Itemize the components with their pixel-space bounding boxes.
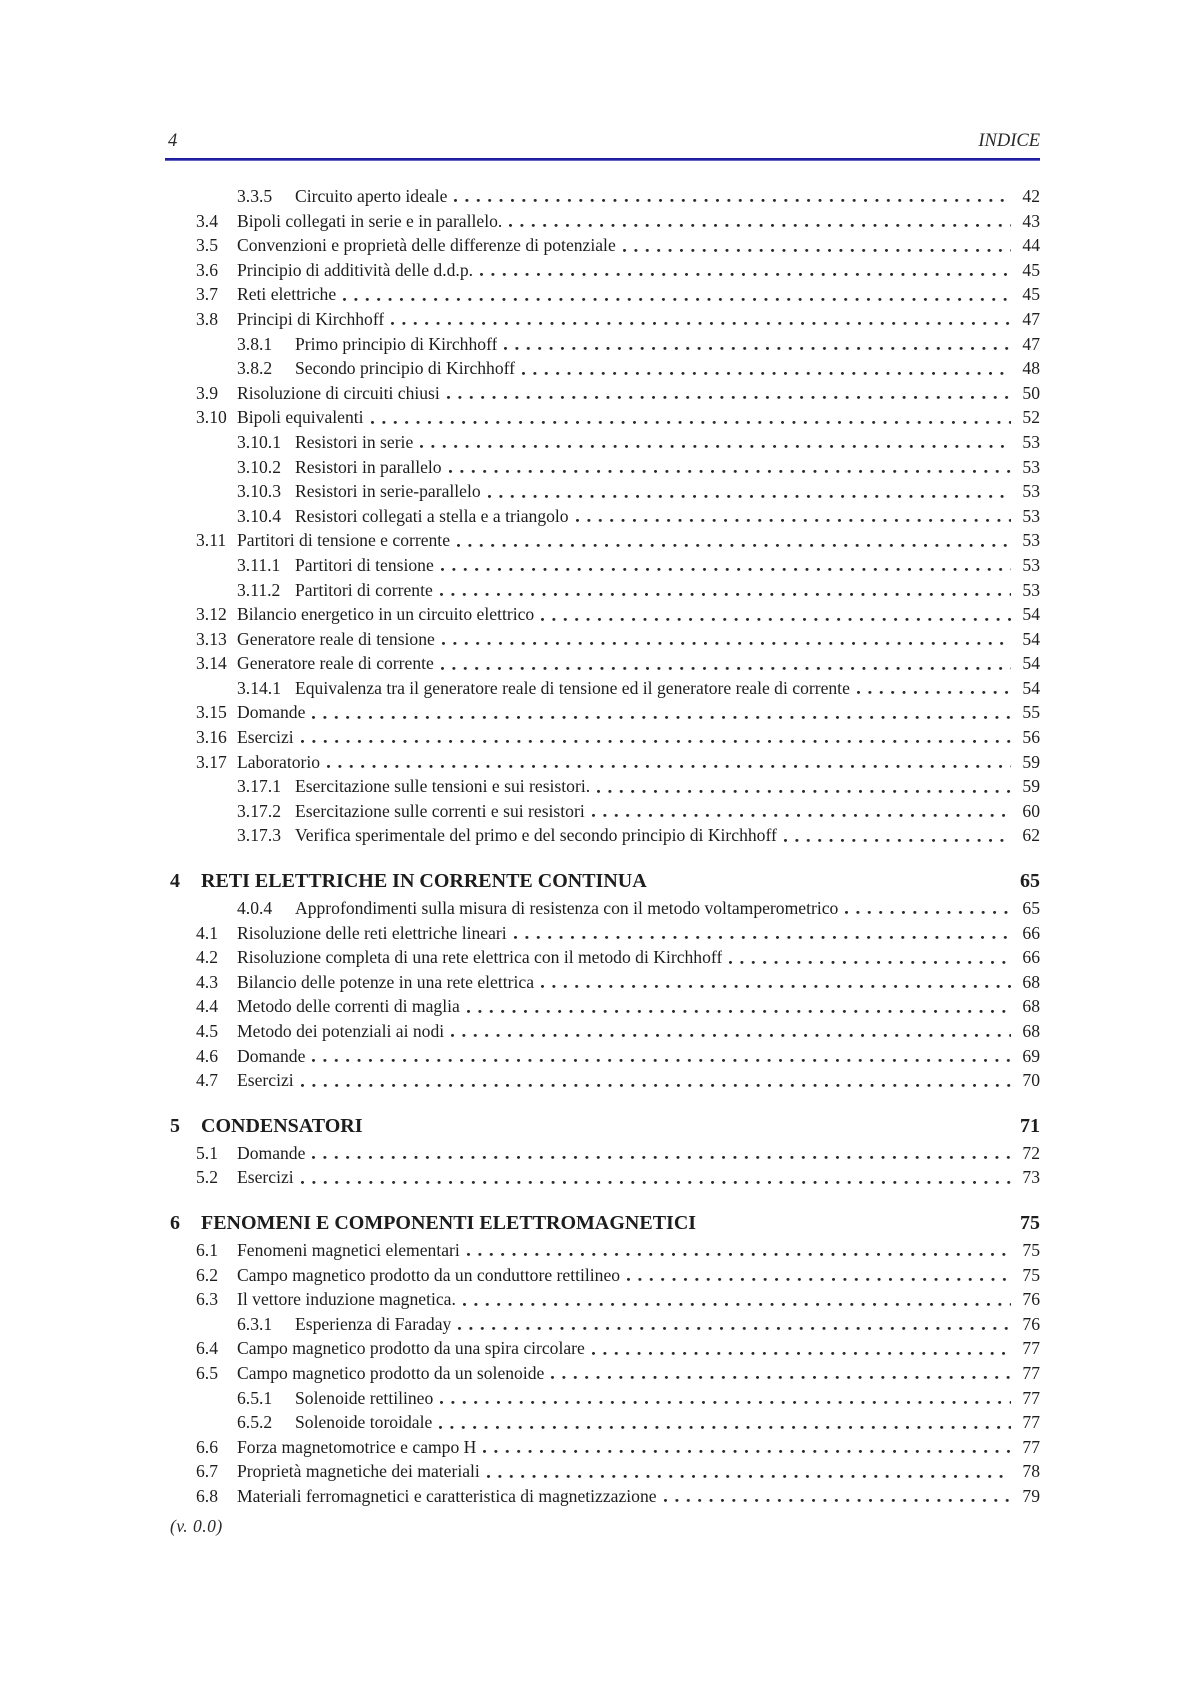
toc-entry[interactable]: [170, 750, 1040, 775]
entry-title: RETI ELETTRICHE IN CORRENTE CONTINUA: [201, 870, 647, 893]
dot-leader: [312, 1044, 1011, 1069]
entry-number: 3.9: [196, 382, 218, 403]
entry-number: 6.7: [196, 1461, 218, 1482]
dot-leader: [703, 1208, 1011, 1238]
dot-leader: [312, 700, 1011, 725]
entry-page: 54: [1022, 628, 1040, 649]
entry-page: 48: [1022, 358, 1040, 379]
entry-page: 47: [1022, 333, 1040, 354]
entry-number: 4.6: [196, 1045, 218, 1066]
entry-page: 75: [1020, 1211, 1040, 1234]
entry-title: Domande: [237, 702, 306, 723]
entry-page: 53: [1022, 431, 1040, 452]
entry-number: 3.16: [196, 727, 227, 748]
toc-entry[interactable]: [170, 651, 1040, 676]
toc-entry[interactable]: [170, 332, 1040, 357]
entry-title: Bilancio delle potenze in una rete elettrica: [237, 971, 534, 992]
toc-entry[interactable]: [170, 381, 1040, 406]
entry-number: 3.10: [196, 407, 227, 428]
toc-entry[interactable]: [170, 896, 1040, 921]
entry-title: CONDENSATORI: [201, 1114, 363, 1137]
entry-title: Partitori di tensione e corrente: [237, 530, 451, 551]
entry-title: Risoluzione delle reti elettriche lineari: [237, 922, 507, 943]
entry-page: 79: [1022, 1485, 1040, 1506]
entry-page: 69: [1022, 1045, 1040, 1066]
entry-page: 62: [1022, 825, 1040, 846]
entry-page: 75: [1022, 1264, 1040, 1285]
entry-title: Primo principio di Kirchhoff: [295, 333, 498, 354]
entry-number: 3.7: [196, 284, 218, 305]
entry-page: 68: [1022, 996, 1040, 1017]
entry-title: Risoluzione completa di una rete elettrica con il metodo di Kirchhoff: [237, 947, 723, 968]
entry-number: 6.5: [196, 1362, 218, 1383]
toc-entry[interactable]: [170, 405, 1040, 430]
dot-leader: [467, 1238, 1011, 1263]
dot-leader: [440, 1386, 1011, 1411]
toc-entry[interactable]: [170, 1111, 1040, 1141]
entry-number: 6.6: [196, 1436, 218, 1457]
entry-page: 53: [1022, 505, 1040, 526]
entry-title: Generatore reale di tensione: [237, 628, 435, 649]
entry-title: Resistori in parallelo: [295, 456, 442, 477]
dot-leader: [370, 1111, 1011, 1141]
dot-leader: [509, 209, 1011, 234]
entry-number: 3.10.1: [237, 431, 281, 452]
entry-number: 3.6: [196, 259, 218, 280]
entry-number: 4.4: [196, 996, 218, 1017]
entry-title: Verifica sperimentale del primo e del secondo principio di Kirchhoff: [295, 825, 777, 846]
toc-entry[interactable]: [170, 627, 1040, 652]
entry-title: Resistori in serie-parallelo: [295, 481, 481, 502]
entry-number: 6.3.1: [237, 1313, 273, 1334]
dot-leader: [487, 1459, 1011, 1484]
toc-entry[interactable]: [170, 700, 1040, 725]
header-rule: [165, 158, 1040, 161]
dot-leader: [343, 282, 1011, 307]
entry-title: Domande: [237, 1045, 306, 1066]
entry-page: 45: [1022, 259, 1040, 280]
dot-leader: [488, 479, 1011, 504]
dot-leader: [522, 356, 1011, 381]
entry-title: Domande: [237, 1142, 306, 1163]
entry-title: Esperienza di Faraday: [295, 1313, 452, 1334]
entry-number: 3.4: [196, 210, 218, 231]
entry-title: Esercitazione sulle correnti e sui resistori: [295, 800, 585, 821]
toc-entry[interactable]: [170, 1165, 1040, 1190]
header-running-title: INDICE: [978, 131, 1040, 151]
entry-number: 3.11.2: [237, 579, 281, 600]
dot-leader: [654, 866, 1011, 896]
entry-number: 3.14: [196, 653, 227, 674]
toc-entry[interactable]: [170, 994, 1040, 1019]
entry-title: Metodo dei potenziali ai nodi: [237, 1021, 445, 1041]
toc-entry[interactable]: [170, 455, 1040, 480]
entry-number: 4.5: [196, 1021, 218, 1041]
toc-entry[interactable]: [170, 945, 1040, 970]
entry-title: Resistori in serie: [295, 431, 414, 452]
entry-number: 3.3.5: [237, 186, 273, 206]
entry-page: 77: [1022, 1362, 1040, 1383]
toc-entry[interactable]: [170, 1141, 1040, 1166]
entry-title: Esercitazione sulle tensioni e sui resistori.: [295, 776, 591, 797]
entry-number: 3.8.1: [237, 333, 273, 354]
footer-version: (v. 0.0): [170, 1516, 223, 1536]
entry-number: 3.10.3: [237, 481, 281, 502]
dot-leader: [845, 896, 1011, 921]
dot-leader: [420, 430, 1011, 455]
dot-leader: [592, 799, 1011, 824]
entry-page: 66: [1022, 922, 1040, 943]
entry-number: 6.5.2: [237, 1412, 273, 1433]
dot-leader: [480, 258, 1011, 283]
entry-title: FENOMENI E COMPONENTI ELETTROMAGNETICI: [201, 1211, 697, 1234]
dot-leader: [463, 1287, 1011, 1312]
entry-number: 3.11.1: [237, 554, 281, 575]
entry-number: 3.17: [196, 751, 227, 772]
entry-title: Principi di Kirchhoff: [237, 308, 385, 329]
entry-number: 3.10.2: [237, 456, 281, 477]
entry-title: Bipoli collegati in serie e in parallelo.: [237, 210, 503, 231]
entry-number: 3.5: [196, 235, 218, 256]
entry-number: 3.13: [196, 628, 227, 649]
dot-leader: [439, 1410, 1011, 1435]
toc-entry[interactable]: [170, 799, 1040, 824]
entry-number: 5.1: [196, 1142, 218, 1163]
dot-leader: [551, 1361, 1011, 1386]
toc-entry[interactable]: [170, 504, 1040, 529]
entry-number: 6.2: [196, 1264, 218, 1285]
toc-entry[interactable]: [170, 1336, 1040, 1361]
dot-leader: [483, 1435, 1011, 1460]
entry-page: 53: [1022, 481, 1040, 502]
entry-page: 68: [1022, 971, 1040, 992]
toc-entry[interactable]: [170, 233, 1040, 258]
toc-entry[interactable]: [170, 921, 1040, 946]
entry-number: 6.5.1: [237, 1387, 273, 1408]
entry-page: 72: [1022, 1142, 1040, 1163]
toc-entry[interactable]: [170, 1386, 1040, 1411]
toc-entry[interactable]: [170, 1287, 1040, 1312]
entry-page: 59: [1022, 751, 1040, 772]
entry-title: Esercizi: [237, 1070, 294, 1091]
dot-leader: [371, 405, 1011, 430]
entry-number: 3.17.1: [237, 776, 281, 797]
entry-page: 71: [1020, 1114, 1040, 1137]
entry-title: Partitori di tensione: [295, 554, 434, 575]
toc-entry[interactable]: [170, 866, 1040, 896]
entry-number: 3.8: [196, 308, 218, 329]
dot-leader: [440, 578, 1011, 603]
toc-entry[interactable]: [170, 528, 1040, 553]
toc-entry[interactable]: [170, 1238, 1040, 1263]
entry-page: 59: [1022, 776, 1040, 797]
dot-leader: [729, 945, 1011, 970]
entry-title: Convenzioni e proprietà delle differenze di potenziale: [237, 235, 616, 256]
entry-page: 54: [1022, 677, 1040, 698]
entry-page: 54: [1022, 604, 1040, 625]
entry-title: Laboratorio: [237, 751, 321, 772]
entry-number: 3.11: [196, 530, 227, 551]
entry-page: 55: [1022, 702, 1040, 723]
entry-page: 77: [1022, 1387, 1040, 1408]
toc-entry[interactable]: [170, 258, 1040, 283]
entry-number: 6: [170, 1211, 180, 1234]
entry-page: 76: [1022, 1289, 1040, 1310]
toc-entry[interactable]: [170, 553, 1040, 578]
toc-entry[interactable]: [170, 479, 1040, 504]
dot-leader: [541, 970, 1011, 995]
entry-page: 76: [1022, 1313, 1040, 1334]
dot-leader: [514, 921, 1011, 946]
toc-entry[interactable]: [170, 602, 1040, 627]
entry-number: 3.14.1: [237, 677, 281, 698]
toc-entry[interactable]: [170, 1459, 1040, 1484]
entry-page: 50: [1022, 382, 1040, 403]
entry-page: 53: [1022, 554, 1040, 575]
dot-leader: [857, 676, 1011, 701]
entry-number: 6.4: [196, 1338, 218, 1359]
entry-number: 3.17.2: [237, 800, 281, 821]
toc-entry[interactable]: [170, 823, 1040, 848]
entry-number: 3.10.4: [237, 505, 281, 526]
entry-page: 77: [1022, 1338, 1040, 1359]
entry-page: 43: [1022, 210, 1040, 231]
entry-number: 4.0.4: [237, 898, 273, 919]
entry-title: Equivalenza tra il generatore reale di tensione ed il generatore reale di corrente: [295, 677, 850, 698]
dot-leader: [441, 553, 1011, 578]
toc-entry[interactable]: [170, 430, 1040, 455]
dot-leader: [441, 651, 1011, 676]
dot-leader: [312, 1141, 1011, 1166]
toc-entry[interactable]: [170, 1312, 1040, 1337]
toc-entry[interactable]: [170, 1044, 1040, 1069]
entry-page: 77: [1022, 1412, 1040, 1433]
entry-title: Solenoide toroidale: [295, 1412, 433, 1433]
dot-leader: [541, 602, 1011, 627]
entry-page: 44: [1022, 235, 1040, 256]
dot-leader: [467, 994, 1011, 1019]
entry-title: Campo magnetico prodotto da un conduttore rettilineo: [237, 1264, 621, 1285]
toc-entry[interactable]: [170, 725, 1040, 750]
toc-entry[interactable]: [170, 578, 1040, 603]
entry-title: Resistori collegati a stella e a triangolo: [295, 505, 569, 526]
dot-leader: [784, 823, 1011, 848]
entry-title: Secondo principio di Kirchhoff: [295, 358, 516, 379]
entry-number: 6.1: [196, 1239, 218, 1260]
entry-number: 3.8.2: [237, 358, 273, 379]
dot-leader: [327, 750, 1011, 775]
entry-title: Fenomeni magnetici elementari: [237, 1239, 460, 1260]
entry-title: Circuito aperto ideale: [295, 186, 448, 206]
entry-title: Risoluzione di circuiti chiusi: [237, 382, 440, 403]
entry-page: 78: [1022, 1461, 1040, 1482]
toc-list: [170, 184, 1040, 1509]
toc-entry[interactable]: [170, 1410, 1040, 1435]
entry-title: Forza magnetomotrice e campo H: [237, 1436, 477, 1457]
dot-leader: [391, 307, 1011, 332]
entry-title: Principio di additività delle d.d.p.: [237, 259, 474, 280]
entry-page: 53: [1022, 579, 1040, 600]
dot-leader: [504, 332, 1011, 357]
dot-leader: [449, 455, 1011, 480]
toc-entry[interactable]: [170, 209, 1040, 234]
entry-page: 52: [1022, 407, 1040, 428]
toc-entry[interactable]: [170, 1361, 1040, 1386]
toc-entry[interactable]: [170, 356, 1040, 381]
entry-title: Campo magnetico prodotto da una spira circolare: [237, 1338, 585, 1359]
entry-number: 4.2: [196, 947, 218, 968]
toc-entry[interactable]: [170, 676, 1040, 701]
toc-entry[interactable]: [170, 184, 1040, 209]
entry-page: 42: [1022, 186, 1040, 206]
entry-title: Reti elettriche: [237, 284, 337, 305]
toc-entry[interactable]: [170, 282, 1040, 307]
page-header: [168, 131, 1040, 152]
entry-page: 66: [1022, 947, 1040, 968]
entry-title: Bipoli equivalenti: [237, 407, 364, 428]
entry-page: 77: [1022, 1436, 1040, 1457]
entry-page: 56: [1022, 727, 1040, 748]
dot-leader: [301, 725, 1011, 750]
dot-leader: [457, 528, 1011, 553]
entry-page: 53: [1022, 456, 1040, 477]
entry-page: 53: [1022, 530, 1040, 551]
entry-page: 65: [1022, 898, 1040, 919]
entry-number: 5: [170, 1114, 180, 1137]
dot-leader: [664, 1484, 1011, 1509]
entry-number: 4: [170, 870, 180, 893]
entry-title: Proprietà magnetiche dei materiali: [237, 1461, 480, 1482]
entry-title: Metodo delle correnti di maglia: [237, 996, 460, 1017]
entry-number: 5.2: [196, 1167, 218, 1188]
entry-number: 4.3: [196, 971, 218, 992]
entry-title: Approfondimenti sulla misura di resistenza con il metodo voltamperometrico: [295, 898, 839, 919]
entry-title: Esercizi: [237, 1167, 294, 1188]
entry-title: Partitori di corrente: [295, 579, 433, 600]
entry-title: Campo magnetico prodotto da un solenoide: [237, 1362, 545, 1383]
dot-leader: [592, 1336, 1011, 1361]
entry-number: 3.12: [196, 604, 227, 625]
toc-entry[interactable]: [170, 307, 1040, 332]
entry-page: 60: [1022, 800, 1040, 821]
entry-title: Bilancio energetico in un circuito elettrico: [237, 604, 535, 625]
dot-leader: [442, 627, 1011, 652]
toc-entry[interactable]: [170, 970, 1040, 995]
entry-number: 3.17.3: [237, 825, 281, 846]
toc-entry[interactable]: [170, 1484, 1040, 1509]
entry-number: 3.15: [196, 702, 227, 723]
entry-page: 47: [1022, 308, 1040, 329]
entry-page: 45: [1022, 284, 1040, 305]
entry-title: Generatore reale di corrente: [237, 653, 434, 674]
toc-entry[interactable]: [170, 774, 1040, 799]
dot-leader: [627, 1263, 1011, 1288]
entry-page: 73: [1022, 1167, 1040, 1188]
toc-entry[interactable]: [170, 1263, 1040, 1288]
dot-leader: [597, 774, 1011, 799]
entry-page: 75: [1022, 1239, 1040, 1260]
dot-leader: [447, 381, 1011, 406]
entry-title: Solenoide rettilineo: [295, 1387, 434, 1408]
toc-entry[interactable]: [170, 1019, 1040, 1044]
toc-entry[interactable]: [170, 1208, 1040, 1238]
entry-page: 68: [1022, 1021, 1040, 1041]
dot-leader: [623, 233, 1011, 258]
dot-leader: [451, 1019, 1011, 1044]
entry-title: Esercizi: [237, 727, 294, 748]
dot-leader: [301, 1068, 1011, 1093]
header-page-number: 4: [168, 131, 178, 151]
dot-leader: [454, 184, 1011, 209]
dot-leader: [458, 1312, 1011, 1337]
entry-title: Il vettore induzione magnetica.: [237, 1289, 456, 1310]
entry-number: 4.7: [196, 1070, 218, 1091]
entry-page: 54: [1022, 653, 1040, 674]
entry-number: 6.3: [196, 1289, 218, 1310]
entry-title: Materiali ferromagnetici e caratteristica di magnetizzazione: [237, 1485, 657, 1506]
dot-leader: [576, 504, 1011, 529]
entry-page: 70: [1022, 1070, 1040, 1091]
dot-leader: [301, 1165, 1011, 1190]
entry-number: 4.1: [196, 922, 218, 943]
entry-page: 65: [1020, 870, 1040, 893]
toc-entry[interactable]: [170, 1435, 1040, 1460]
toc-entry[interactable]: [170, 1068, 1040, 1093]
entry-number: 6.8: [196, 1485, 218, 1506]
